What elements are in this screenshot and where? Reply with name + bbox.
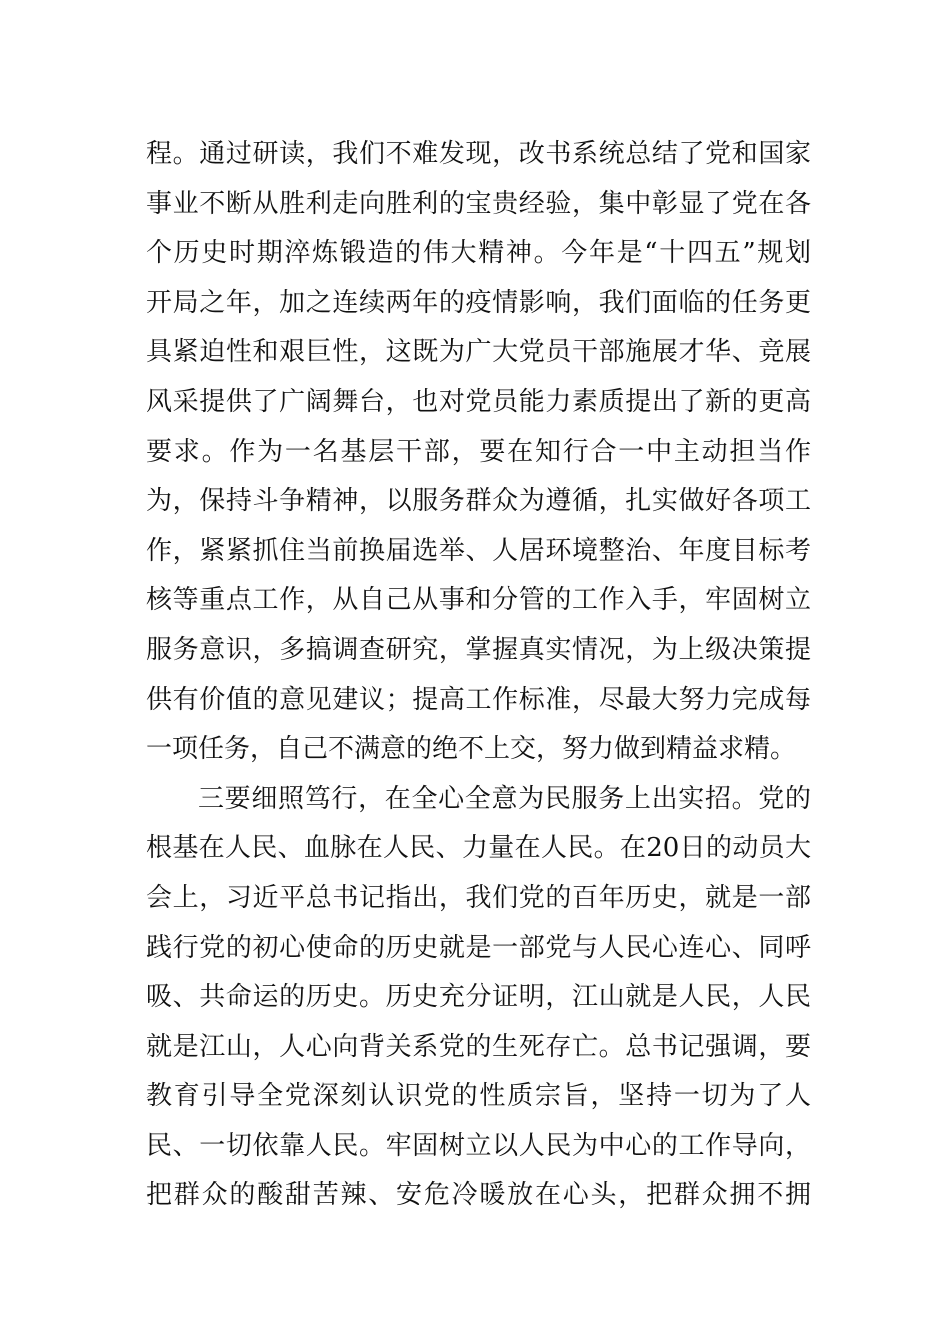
text-line: 开局之年，加之连续两年的疫情影响，我们面临的任务更 <box>146 287 811 318</box>
text-line: 民、一切依靠人民。牢固树立以人民为中心的工作导向， <box>146 1130 811 1161</box>
paragraph-start-line: 三要细照笃行，在全心全意为民服务上出实招。党的 <box>198 783 811 814</box>
text-line: 吸、共命运的历史。历史充分证明，江山就是人民，人民 <box>146 982 811 1013</box>
text-line: 就是江山，人心向背关系党的生死存亡。总书记强调，要 <box>146 1031 811 1062</box>
text-line: 把群众的酸甜苦辣、安危冷暖放在心头，把群众拥不拥 <box>146 1180 811 1211</box>
text-line: 践行党的初心使命的历史就是一部党与人民心连心、同呼 <box>146 932 811 963</box>
text-line: 教育引导全党深刻认识党的性质宗旨，坚持一切为了人 <box>146 1081 811 1112</box>
text-line: 具紧迫性和艰巨性，这既为广大党员干部施展才华、竞展 <box>146 337 811 368</box>
text-line: 服务意识，多搞调查研究，掌握真实情况，为上级决策提 <box>146 634 811 665</box>
text-line: 个历史时期淬炼锻造的伟大精神。今年是“十四五”规划 <box>146 238 811 269</box>
text-line: 作，紧紧抓住当前换届选举、人居环境整治、年度目标考 <box>146 535 811 566</box>
text-line: 风采提供了广阔舞台，也对党员能力素质提出了新的更高 <box>146 386 811 417</box>
text-line: 根基在人民、血脉在人民、力量在人民。在20日的动员大 <box>146 833 811 864</box>
text-line: 核等重点工作，从自己从事和分管的工作入手，牢固树立 <box>146 585 811 616</box>
text-line: 要求。作为一名基层干部，要在知行合一中主动担当作 <box>146 436 811 467</box>
text-line: 程。通过研读，我们不难发现，改书系统总结了党和国家 <box>146 139 811 169</box>
text-line: 为，保持斗争精神，以服务群众为遵循，扎实做好各项工 <box>146 486 811 517</box>
text-line: 会上，习近平总书记指出，我们党的百年历史，就是一部 <box>146 882 811 913</box>
text-line: 供有价值的意见建议；提高工作标准，尽最大努力完成每 <box>146 684 811 715</box>
paragraph-end-line: 一项任务，自己不满意的绝不上交，努力做到精益求精。 <box>146 734 797 765</box>
text-line: 事业不断从胜利走向胜利的宝贵经验，集中彰显了党在各 <box>146 188 811 219</box>
body-text <box>146 130 811 1221</box>
